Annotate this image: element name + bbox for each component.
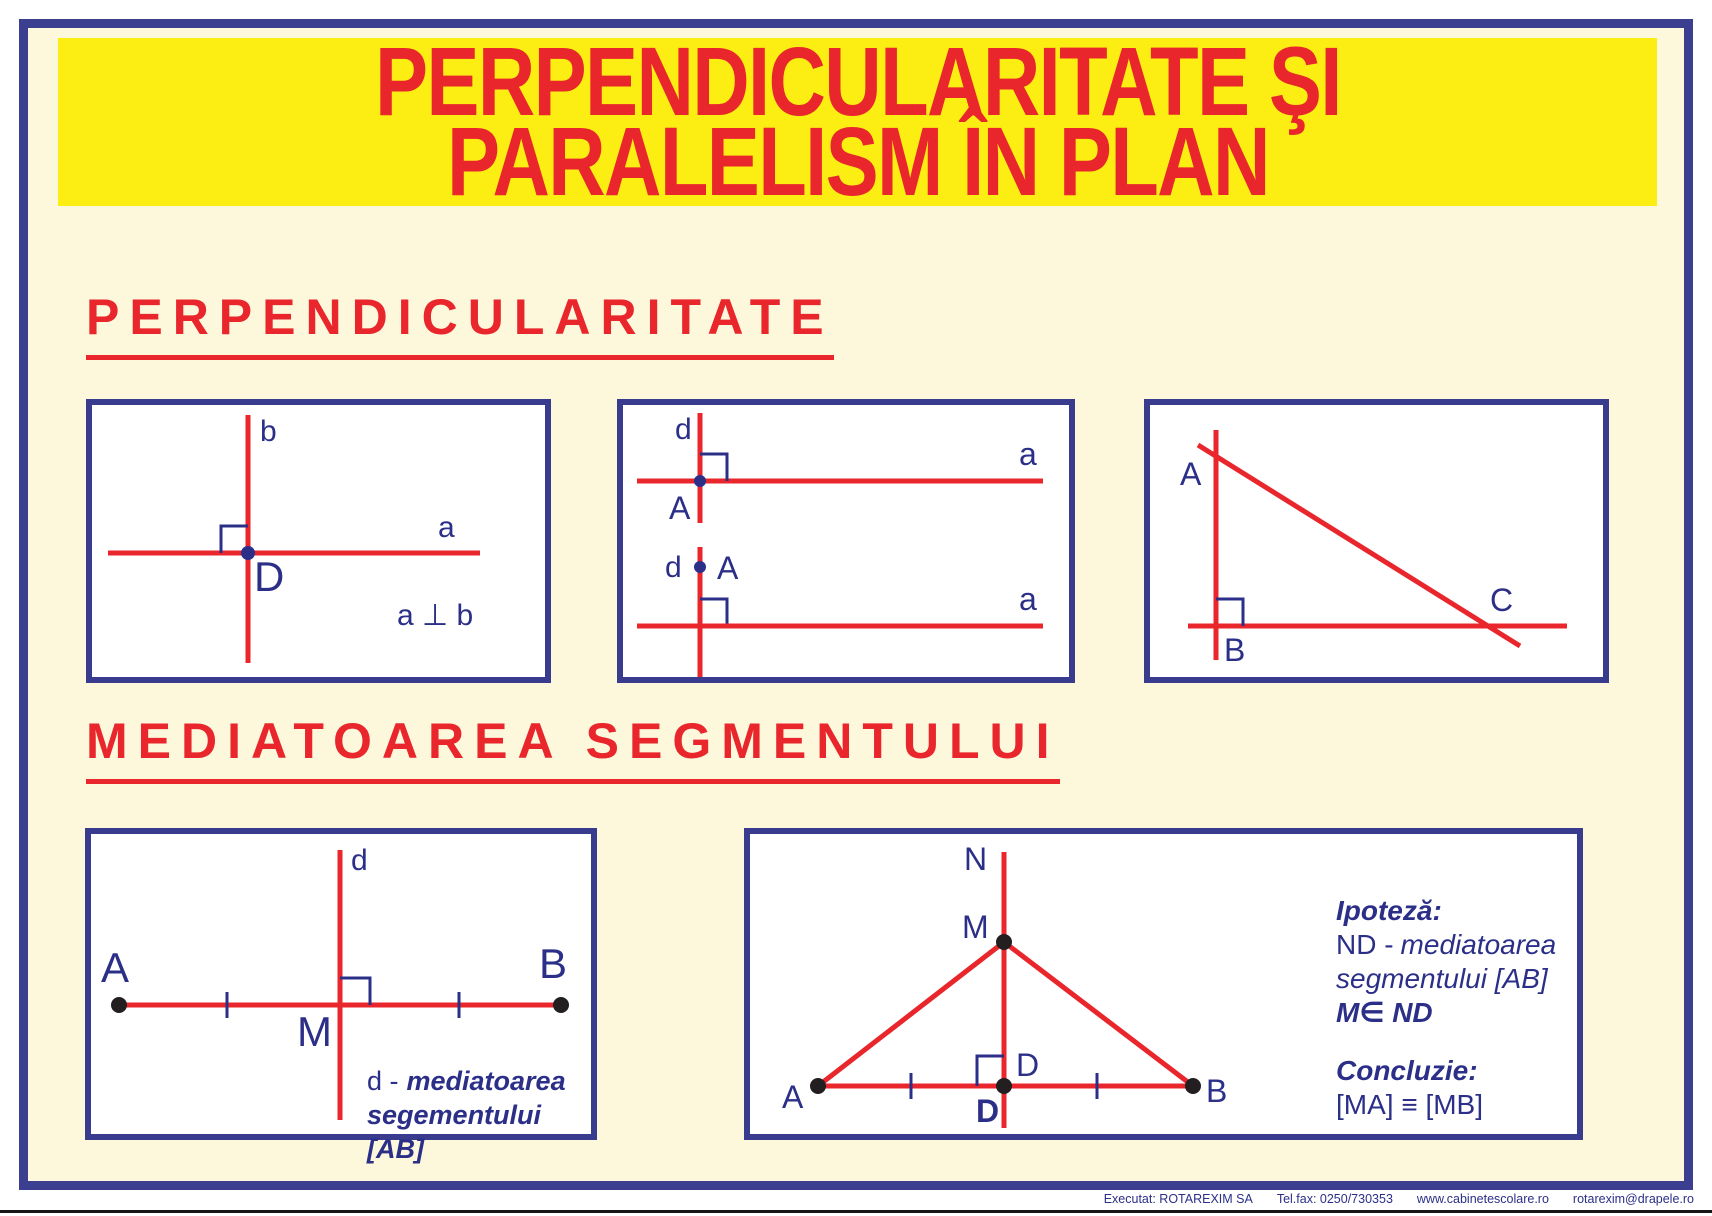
title-band <box>58 27 1657 216</box>
figure-perpendicular-lines <box>86 399 551 683</box>
point-A-bottom <box>694 561 706 573</box>
footer-email: rotarexim@drapele.ro <box>1572 1192 1694 1206</box>
label-A: A <box>1180 456 1202 492</box>
right-angle-icon <box>1216 599 1243 626</box>
label-D-below: D <box>976 1093 1000 1129</box>
point-B <box>553 997 569 1013</box>
section-heading-mediatoarea: MEDIATOAREA SEGMENTULUI <box>86 712 1060 784</box>
caption-a-perp-b: a ⊥ b <box>397 599 474 632</box>
hypothesis-line-1-prefix: ND - <box>1336 929 1394 960</box>
label-M: M <box>962 909 989 945</box>
figure-perpendicular-lines-drawing <box>92 405 545 677</box>
label-A-top: A <box>669 490 691 526</box>
label-D-right: D <box>1016 1047 1040 1083</box>
figure-mediatoare-segment <box>85 828 597 1164</box>
line-AC <box>1198 445 1520 646</box>
point-A <box>111 997 127 1013</box>
figure-foot-of-perpendicular-drawing <box>623 405 1069 677</box>
figure-caption <box>367 1064 597 1166</box>
hypothesis-line-3: M∈ ND <box>1336 997 1433 1028</box>
label-d-bottom: d <box>665 551 682 584</box>
label-A-bottom: A <box>717 550 739 586</box>
footer-credits <box>1104 1192 1694 1206</box>
label-B: B <box>1206 1073 1228 1109</box>
point-D <box>996 1078 1012 1094</box>
label-A: A <box>782 1079 804 1115</box>
hypothesis-line-2: segmentului [AB] <box>1336 963 1548 994</box>
point-M <box>996 934 1012 950</box>
hypothesis-block <box>1336 894 1556 1122</box>
title-line-2: PARALELISM ÎN PLAN <box>446 107 1269 216</box>
label-N: N <box>964 841 988 877</box>
label-B: B <box>539 940 568 987</box>
point-D <box>241 546 255 560</box>
label-B: B <box>1224 632 1246 668</box>
label-M: M <box>297 1008 332 1055</box>
caption-line-2: segementului [AB] <box>367 1100 542 1164</box>
point-B <box>1185 1078 1201 1094</box>
title-line-1: PERPENDICULARITATE ŞI <box>374 27 1341 136</box>
label-a-top: a <box>1019 436 1037 472</box>
caption-prefix: d - <box>367 1066 399 1096</box>
point-A-top <box>694 475 706 487</box>
footer-website: www.cabinetescolare.ro <box>1416 1192 1549 1206</box>
figure-mediatoare-triangle <box>744 828 1583 1140</box>
label-a-bottom: a <box>1019 581 1037 617</box>
figure-oblique-line <box>1144 399 1609 683</box>
label-b: b <box>260 415 277 448</box>
label-d-top: d <box>675 413 692 446</box>
right-angle-icon <box>340 978 370 1005</box>
caption-line-1 <box>367 1064 597 1098</box>
label-d: d <box>351 844 368 877</box>
figure-oblique-line-drawing <box>1150 405 1603 677</box>
label-A: A <box>101 944 130 991</box>
section-heading-perpendicularitate: PERPENDICULARITATE <box>86 288 834 360</box>
spacer <box>1336 1030 1556 1054</box>
hypothesis-line-1 <box>1336 928 1556 962</box>
bottom-rule <box>0 1210 1712 1213</box>
label-C: C <box>1490 582 1514 618</box>
hypothesis-line-1-term: mediatoarea <box>1400 929 1557 960</box>
footer-executat: Executat: ROTAREXIM SA <box>1103 1192 1253 1206</box>
figure-foot-of-perpendicular <box>617 399 1075 683</box>
hypothesis-heading: Ipoteză: <box>1336 895 1442 926</box>
footer-telfax: Tel.fax: 0250/730353 <box>1276 1192 1393 1206</box>
caption-word-1: mediatoarea <box>406 1066 566 1096</box>
right-angle-icon <box>700 599 727 626</box>
point-A <box>810 1078 826 1094</box>
conclusion-line: [MA] ≡ [MB] <box>1336 1089 1484 1120</box>
label-D: D <box>254 553 285 600</box>
conclusion-heading: Concluzie: <box>1336 1055 1478 1086</box>
poster-title <box>374 27 1341 216</box>
label-a: a <box>438 511 455 544</box>
